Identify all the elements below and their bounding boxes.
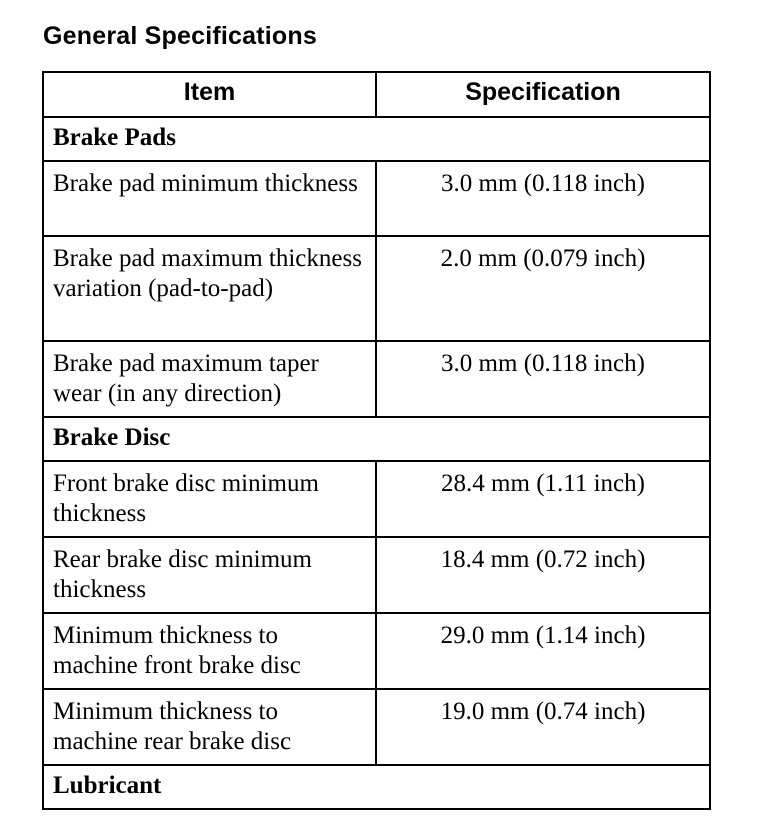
table-row — [43, 236, 710, 341]
table-row — [43, 537, 710, 613]
table-row — [43, 461, 710, 537]
spec-cell: 29.0 mm (1.14 inch) — [376, 613, 710, 689]
section-row-lubricant — [43, 765, 710, 809]
table-row — [43, 689, 710, 765]
spec-cell: 28.4 mm (1.11 inch) — [376, 461, 710, 537]
table-header-row — [43, 72, 710, 117]
spec-cell: 18.4 mm (0.72 inch) — [376, 537, 710, 613]
table-row — [43, 161, 710, 236]
page-title: General Specifications — [43, 22, 317, 50]
item-cell: Rear brake disc minimum thickness — [43, 537, 376, 613]
item-cell: Minimum thickness to machine rear brake disc — [43, 689, 376, 765]
column-header-specification: Specification — [376, 72, 710, 117]
spec-cell: 3.0 mm (0.118 inch) — [376, 341, 710, 417]
item-cell: Front brake disc minimum thickness — [43, 461, 376, 537]
item-cell: Brake pad maximum taper wear (in any direction) — [43, 341, 376, 417]
table-row — [43, 613, 710, 689]
spec-cell: 2.0 mm (0.079 inch) — [376, 236, 710, 341]
section-title: Brake Disc — [43, 417, 710, 461]
spec-cell: 19.0 mm (0.74 inch) — [376, 689, 710, 765]
item-cell: Minimum thickness to machine front brake disc — [43, 613, 376, 689]
table-row — [43, 341, 710, 417]
section-title: Brake Pads — [43, 117, 710, 161]
item-cell: Brake pad minimum thickness — [43, 161, 376, 236]
item-cell: Brake pad maximum thickness variation (pad-to-pad) — [43, 236, 376, 341]
section-row-brake-pads — [43, 117, 710, 161]
column-header-item: Item — [43, 72, 376, 117]
spec-cell: 3.0 mm (0.118 inch) — [376, 161, 710, 236]
specifications-table — [42, 71, 711, 810]
section-row-brake-disc — [43, 417, 710, 461]
section-title: Lubricant — [43, 765, 710, 809]
